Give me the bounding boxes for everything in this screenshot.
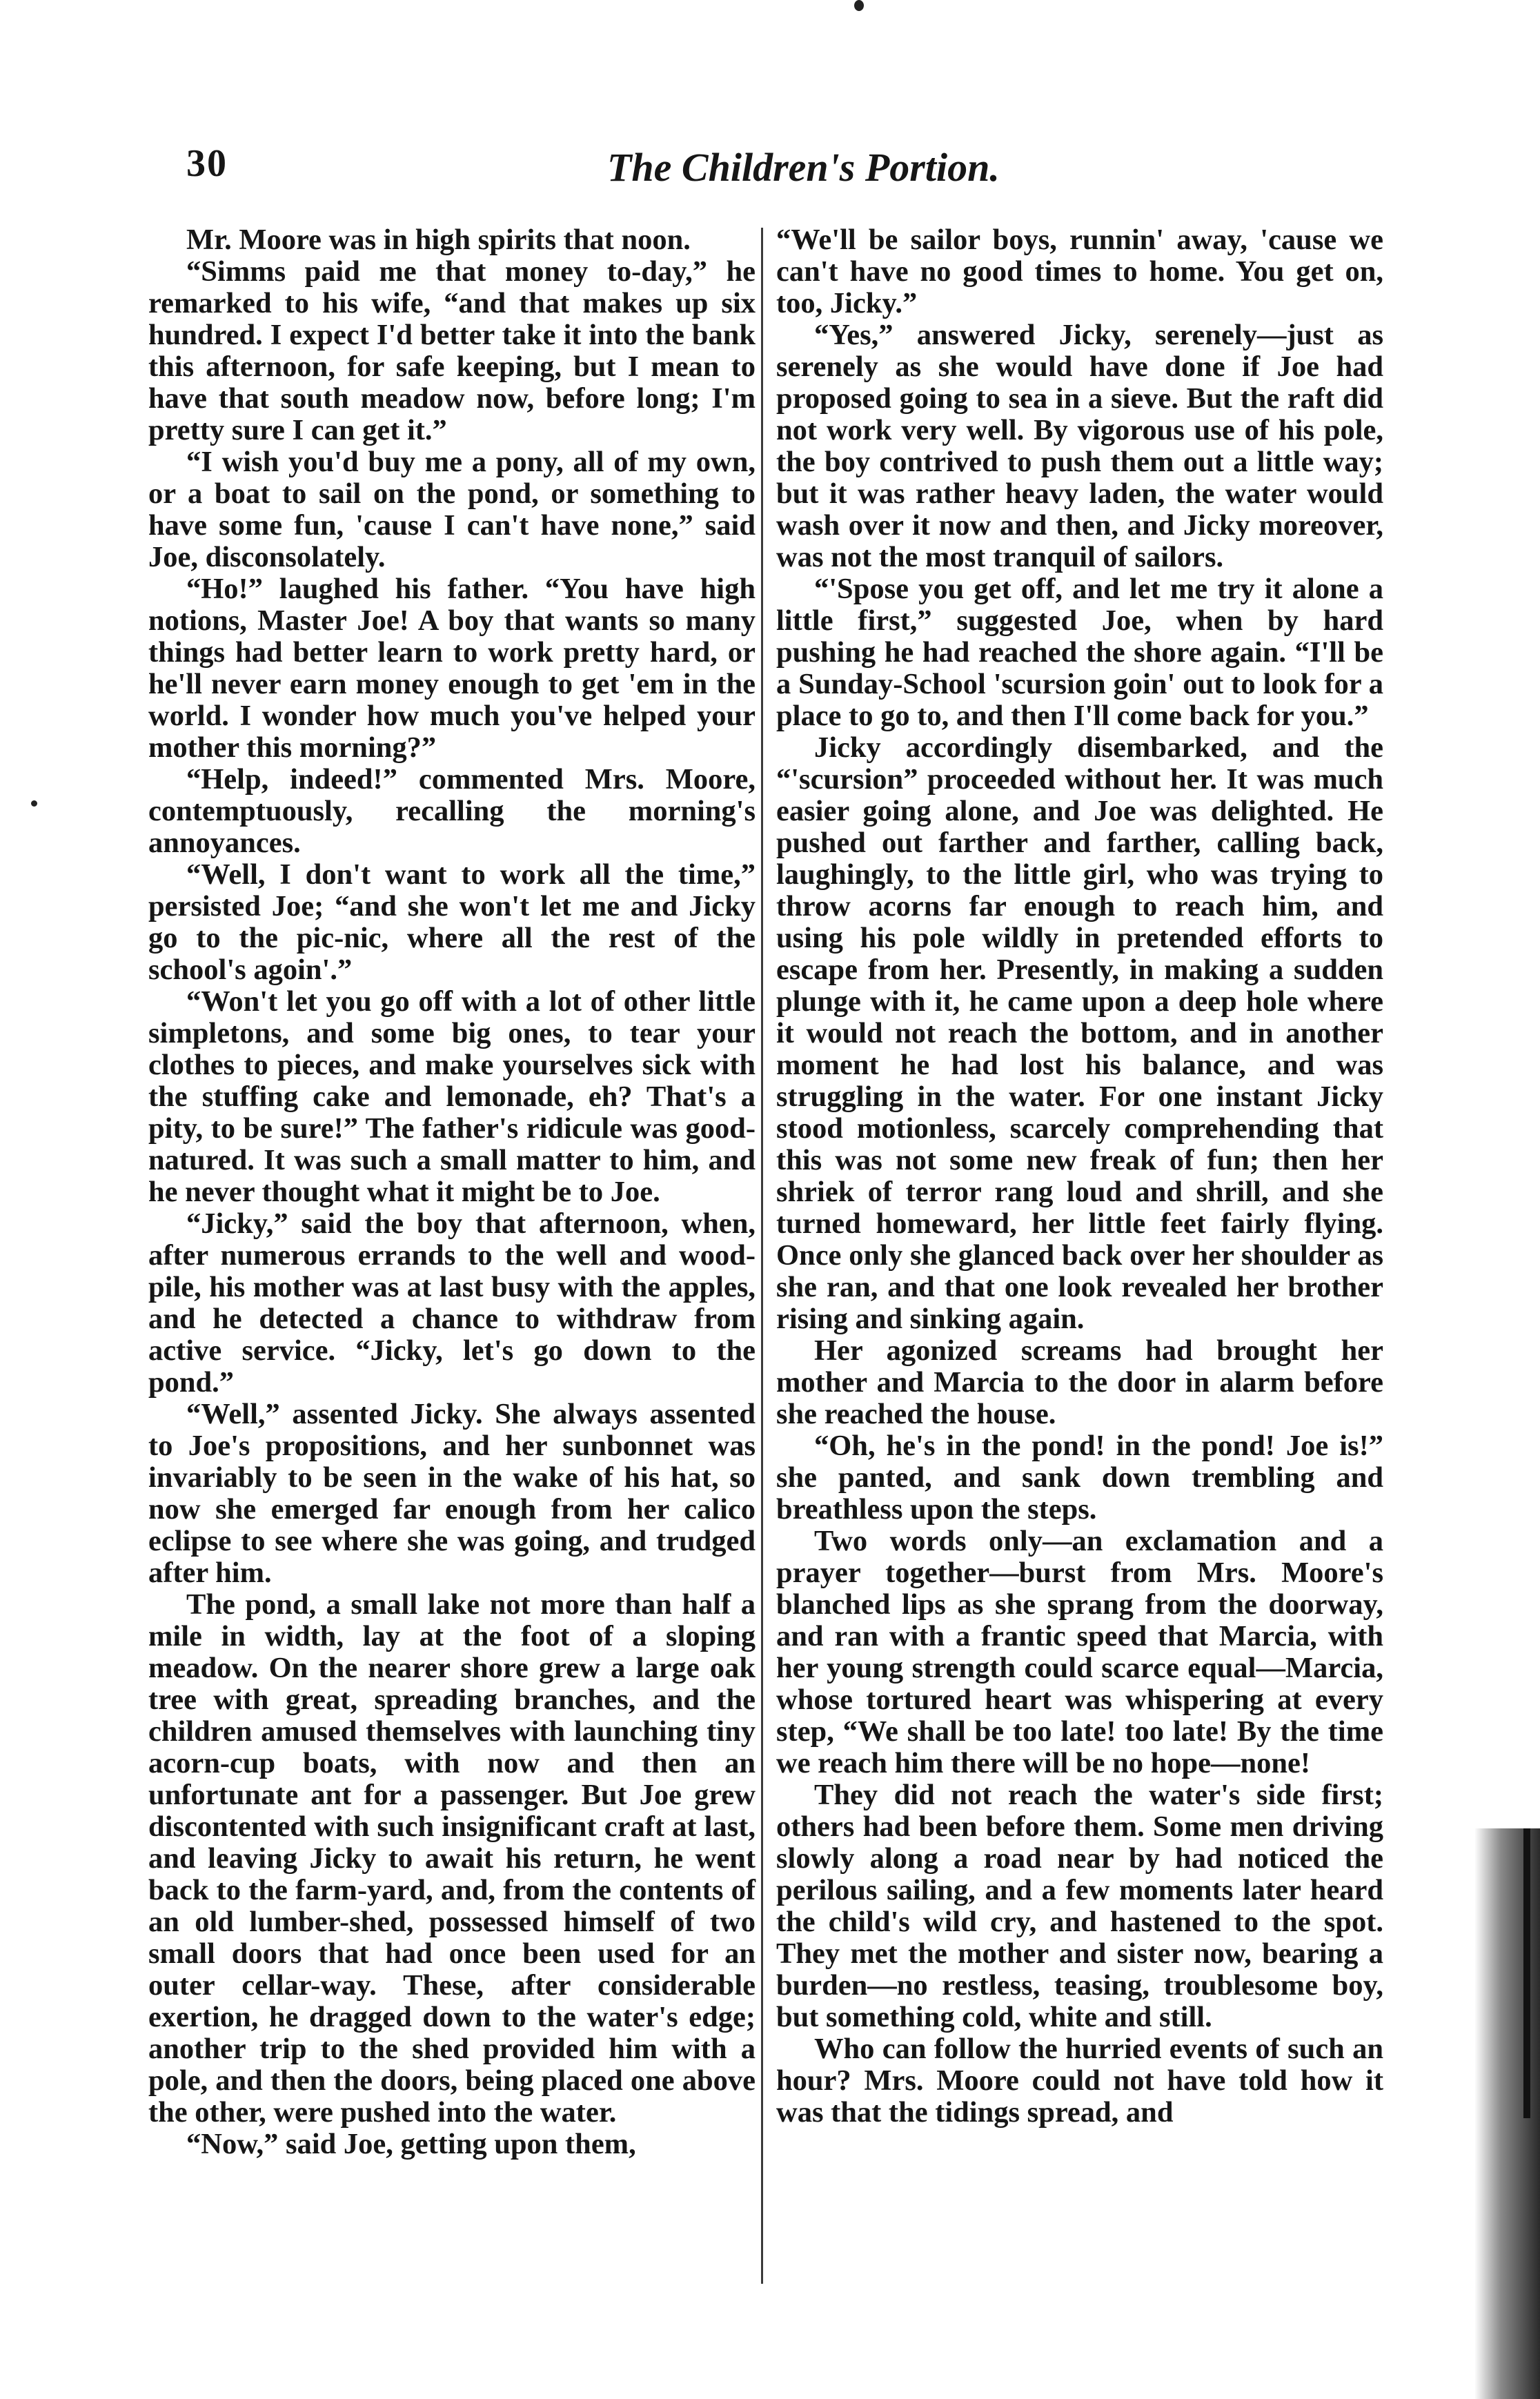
paragraph: “I wish you'd buy me a pony, all of my own, or a boat to sail on the pond, or something to have some fun, 'cause I can't have none,” said Joe, disconsolately. [148, 446, 756, 573]
paragraph: “Well,” assented Jicky. She always assented to Joe's propositions, and her sunbonnet was invariably to be seen in the wake of his hat, so now she emerged far enough from her calico eclipse to see where she was going, and trudged after him. [148, 1398, 756, 1589]
paragraph: “Won't let you go off with a lot of other little simpletons, and some big ones, to tear your clothes to pieces, and make yourselves sick with the stuffing cake and lemonade, eh? That's a pity, to be sure!” The father's ridicule was good-natured. It was such a small matter to him, and he never thought what it might be to Joe. [148, 985, 756, 1208]
paragraph: Two words only—an exclamation and a prayer together—burst from Mrs. Moore's blanched lips as she sprang from the doorway, and ran with a frantic speed that Marcia, with her young strength could scarce equal—Marcia, whose tortured heart was whispering at every step, “We shall be too late! too late! By the time we reach him there will be no hope—none! [776, 1525, 1383, 1779]
column-divider [761, 228, 763, 2284]
paragraph: “Well, I don't want to work all the time,” persisted Joe; “and she won't let me and Jicky go to the pic-nic, where all the rest of the school's agoin'.” [148, 858, 756, 986]
paragraph: “Oh, he's in the pond! in the pond! Joe is!” she panted, and sank down trembling and breathless upon the steps. [776, 1430, 1383, 1526]
paragraph: Her agonized screams had brought her mother and Marcia to the door in alarm before she reached the house. [776, 1334, 1383, 1430]
paragraph: “Simms paid me that money to-day,” he remarked to his wife, “and that makes up six hundred. I expect I'd better take it into the bank this afternoon, for safe keeping, but I mean to have that south meadow now, before long; I'm pretty sure I can get it.” [148, 255, 756, 446]
paragraph: Who can follow the hurried events of such an hour? Mrs. Moore could not have told how it was that the tidings spread, and [776, 2033, 1383, 2129]
paragraph: Jicky accordingly disembarked, and the “'scursion” proceeded without her. It was much easier going alone, and Joe was delighted. He pushed out farther and farther, calling back, laughingly, to the little girl, who was trying to throw acorns far enough to reach him, and using his pole wildly in pretended efforts to escape from her. Presently, in making a sudden plunge with it, he came upon a deep hole where it would not reach the bottom, and in another moment he had lost his balance, and was struggling in the water. For one instant Jicky stood motionless, scarcely comprehending that this was not some new freak of fun; then her shriek of terror rang loud and shrill, and she turned homeward, her little feet fairly flying. Once only she glanced back over her shoulder as she ran, and that one look revealed her brother rising and sinking again. [776, 731, 1383, 1335]
ink-speck [31, 800, 37, 807]
running-title: The Children's Portion. [607, 145, 1000, 190]
paragraph: They did not reach the water's side first; others had been before them. Some men driving slowly along a road near by had noticed the perilous sailing, and a few moments later heard the child's wild cry, and hastened to the spot. They met the mother and sister now, bearing a burden—no restless, teasing, troublesome boy, but something cold, white and still. [776, 1779, 1383, 2033]
page-header [186, 141, 1035, 204]
paragraph: The pond, a small lake not more than half a mile in width, lay at the foot of a sloping meadow. On the nearer shore grew a large oak tree with great, spreading branches, and the children amused themselves with launching tiny acorn-cup boats, with now and then an unfortunate ant for a passenger. But Joe grew discontented with such insignificant craft at last, and leaving Jicky to await his return, he went back to the farm-yard, and, from the contents of an old lumber-shed, possessed himself of two small doors that had once been used for an outer cellar-way. These, after considerable exertion, he dragged down to the water's edge; another trip to the shed provided him with a pole, and then the doors, being placed one above the other, were pushed into the water. [148, 1588, 756, 2129]
paragraph: “Jicky,” said the boy that afternoon, when, after numerous errands to the well and wood-pile, his mother was at last busy with the apples, and he detected a chance to withdraw from active service. “Jicky, let's go down to the pond.” [148, 1207, 756, 1399]
paragraph: “Yes,” answered Jicky, serenely—just as serenely as she would have done if Joe had proposed going to sea in a sieve. But the raft did not work very well. By vigorous use of his pole, the boy contrived to push them out a little way; but it was rather heavy laden, the water would wash over it now and then, and Jicky moreover, was not the most tranquil of sailors. [776, 319, 1383, 573]
paragraph: “Help, indeed!” commented Mrs. Moore, contemptuously, recalling the morning's annoyances. [148, 763, 756, 859]
paragraph: “Ho!” laughed his father. “You have high notions, Master Joe! A boy that wants so many things had better learn to work pretty hard, or he'll never earn money enough to get 'em in the world. I wonder how much you've helped your mother this morning?” [148, 573, 756, 764]
paragraph: “'Spose you get off, and let me try it alone a little first,” suggested Joe, when by hard pushing he had reached the shore again. “I'll be a Sunday-School 'scursion goin' out to look for a place to go to, and then I'll come back for you.” [776, 573, 1383, 732]
paragraph: “We'll be sailor boys, runnin' away, 'cause we can't have no good times to home. You get on, too, Jicky.” [776, 224, 1383, 319]
page-edge-mark [1523, 1828, 1530, 2118]
right-text-column [776, 224, 1383, 2294]
left-text-column [148, 224, 756, 2287]
page-number: 30 [186, 142, 228, 185]
paragraph: Mr. Moore was in high spirits that noon. [186, 224, 691, 256]
paragraph: “Now,” said Joe, getting upon them, [186, 2128, 636, 2160]
ink-speck [854, 0, 864, 11]
